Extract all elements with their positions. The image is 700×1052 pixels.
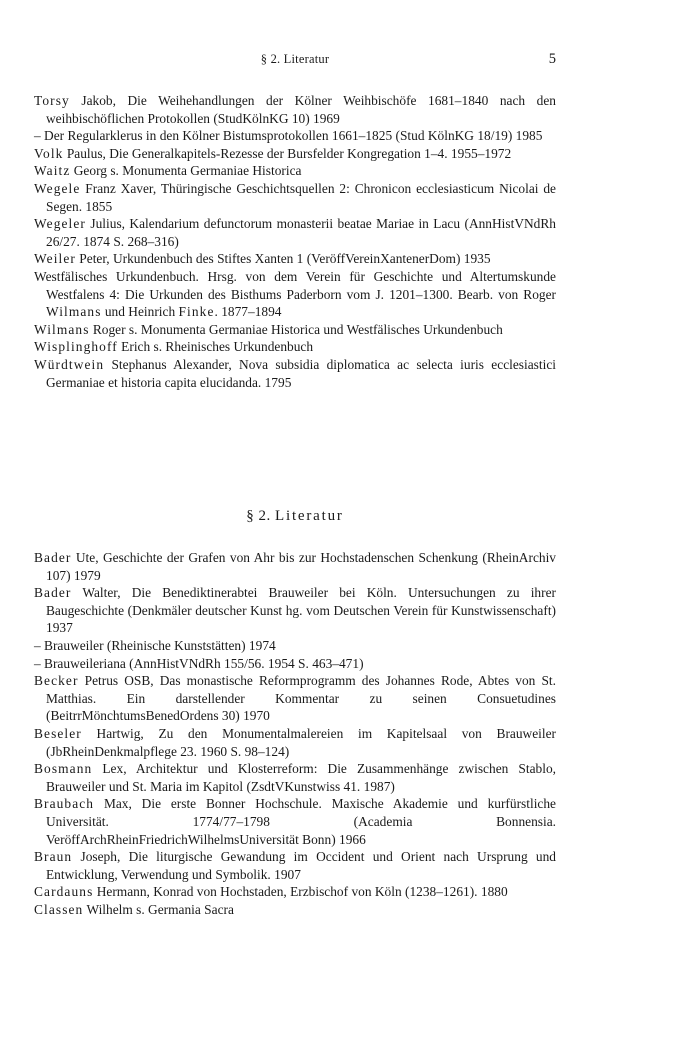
bibliography-entry <box>34 215 556 250</box>
literature-list <box>34 549 556 918</box>
bibliography-entry <box>34 584 556 637</box>
bibliography-entry <box>34 848 556 883</box>
entry-text: Wilhelm s. Germania Sacra <box>83 901 234 917</box>
running-head <box>34 52 556 72</box>
entry-author: Volk <box>34 145 64 161</box>
entry-text: Hermann, Konrad von Hochstaden, Erzbischof von Köln (1238–1261). 1880 <box>93 884 508 900</box>
bibliography-entry <box>34 321 556 339</box>
bibliography-entry <box>34 162 556 180</box>
bibliography-entry <box>34 145 556 163</box>
entry-author: Waitz <box>34 163 71 179</box>
bibliography-entry <box>34 637 556 655</box>
entry-text: Westfälisches Urkundenbuch. Hrsg. von dem Verein für Geschichte und Altertumskunde Westfalens 4: Die Urkunden des Bisthums Paderborn vom J. 1201–1300. Bearb. von Roger <box>34 268 556 302</box>
entry-author: Braun <box>34 849 73 865</box>
entry-text: Joseph, Die liturgische Gewandung im Occident und Orient nach Ursprung und Entwicklung, Verwendung und Symbolik. 1907 <box>46 849 556 882</box>
entry-author: Bader <box>34 550 72 565</box>
entry-text: Max, Die erste Bonner Hochschule. Maxische Akademie und kurfürstliche Universität. 1774/77–1798 (Academia Bonnensia. VeröffArchRheinFriedrichWilhelmsUniversität Bonn) 1966 <box>46 796 556 847</box>
entry-text: – Der Regularklerus in den Kölner Bistumsprotokollen 1661–1825 (Stud KölnKG 18/19) 1985 <box>34 128 543 144</box>
bibliography-entry <box>34 549 556 584</box>
entry-author: Bader <box>34 585 72 601</box>
entry-author: Braubach <box>34 796 95 812</box>
entry-text: Franz Xaver, Thüringische Geschichtsquellen 2: Chronicon ecclesiasticum Nicolai de Segen. 1855 <box>46 180 556 214</box>
running-head-title: § 2. Literatur <box>260 52 330 66</box>
bibliography-entry <box>34 180 556 215</box>
entry-text: Jakob, Die Weihehandlungen der Kölner Weihbischöfe 1681–1840 nach den weihbischöflichen Protokollen (StudKölnKG 10) 1969 <box>46 93 556 126</box>
bibliography-entry <box>34 655 556 673</box>
bibliography-entry <box>34 338 556 356</box>
entry-author: Torsy <box>34 93 70 108</box>
entry-author: Wilmans <box>34 321 90 337</box>
bibliography-entry <box>34 901 556 919</box>
section-number: § 2. <box>246 508 271 524</box>
bibliography-entry <box>34 250 556 268</box>
section-heading <box>34 508 556 525</box>
entry-author: Wisplinghoff <box>34 339 118 355</box>
entry-text: – Brauweiler (Rheinische Kunststätten) 1974 <box>34 637 276 653</box>
bibliography-entry <box>34 356 556 391</box>
entry-author: Becker <box>34 673 79 689</box>
bibliography-entry <box>34 760 556 795</box>
entry-text: Stephanus Alexander, Nova subsidia diplomatica ac selecta iuris ecclesiastici Germaniae et historia capita elucidanda. 1795 <box>46 356 556 390</box>
entry-text: Julius, Kalendarium defunctorum monasterii beatae Mariae in Lacu (AnnHistVNdRh 26/27. 1874 S. 268–316) <box>46 216 556 249</box>
entry-text: Walter, Die Benediktinerabtei Brauweiler bei Köln. Untersuchungen zu ihrer Baugeschichte (Denkmäler deutscher Kunst hg. vom Deutschen Verein für Kunstwissenschaft) 1937 <box>46 585 556 636</box>
entry-text: Ute, Geschichte der Grafen von Ahr bis zur Hochstadenschen Schenkung (RheinArchiv 107) 1979 <box>46 550 556 583</box>
entry-spaced-name: Finke <box>178 304 215 320</box>
entry-text: Peter, Urkundenbuch des Stiftes Xanten 1 (VeröffVereinXantenerDom) 1935 <box>75 251 491 267</box>
entry-author: Weiler <box>34 251 76 267</box>
entry-text: und Heinrich <box>101 304 179 320</box>
entry-author: Cardauns <box>34 884 94 900</box>
entry-spaced-name: Wilmans <box>46 304 102 320</box>
entry-text: – Brauweileriana (AnnHistVNdRh 155/56. 1954 S. 463–471) <box>34 655 364 671</box>
entry-text: Petrus OSB, Das monastische Reformprogramm des Johannes Rode, Abtes von St. Matthias. Ein darstellender Kommentar zu seinen Consuetudines (BeitrrMönchtumsBenedOrdens 30) 1970 <box>46 673 556 724</box>
entry-text: Georg s. Monumenta Germaniae Historica <box>70 163 302 179</box>
entry-text: Hartwig, Zu den Monumentalmalereien im Kapitelsaal von Brauweiler (JbRheinDenkmalpflege 23. 1960 S. 98–124) <box>46 725 556 759</box>
bibliography-entry <box>34 725 556 760</box>
bibliography-entry <box>34 795 556 848</box>
entry-author: Würdtwein <box>34 356 105 372</box>
entry-text: Paulus, Die Generalkapitels-Rezesse der Bursfelder Kongregation 1–4. 1955–1972 <box>63 145 512 161</box>
entry-author: Classen <box>34 901 84 917</box>
bibliography-entry <box>34 92 556 127</box>
bibliography-entry <box>34 268 556 321</box>
entry-text: Erich s. Rheinisches Urkundenbuch <box>117 339 314 355</box>
bibliography-entry <box>34 883 556 901</box>
bibliography-entry <box>34 127 556 145</box>
entry-text: Lex, Architektur und Klosterreform: Die Zusammenhänge zwischen Stablo, Brauweiler und St. Maria im Kapitol (ZsdtVKunstwiss 41. 1987) <box>46 761 556 794</box>
entry-author: Bosmann <box>34 761 93 777</box>
bibliography-entry <box>34 672 556 725</box>
entry-author: Beseler <box>34 725 82 741</box>
entry-author: Wegele <box>34 180 81 196</box>
entry-author: Wegeler <box>34 216 86 232</box>
page-number: 5 <box>548 51 556 67</box>
entry-text: . 1877–1894 <box>214 304 282 320</box>
entry-text: Roger s. Monumenta Germaniae Historica und Westfälisches Urkundenbuch <box>89 321 503 337</box>
section-title: Literatur <box>275 508 344 524</box>
sources-list <box>34 92 556 391</box>
